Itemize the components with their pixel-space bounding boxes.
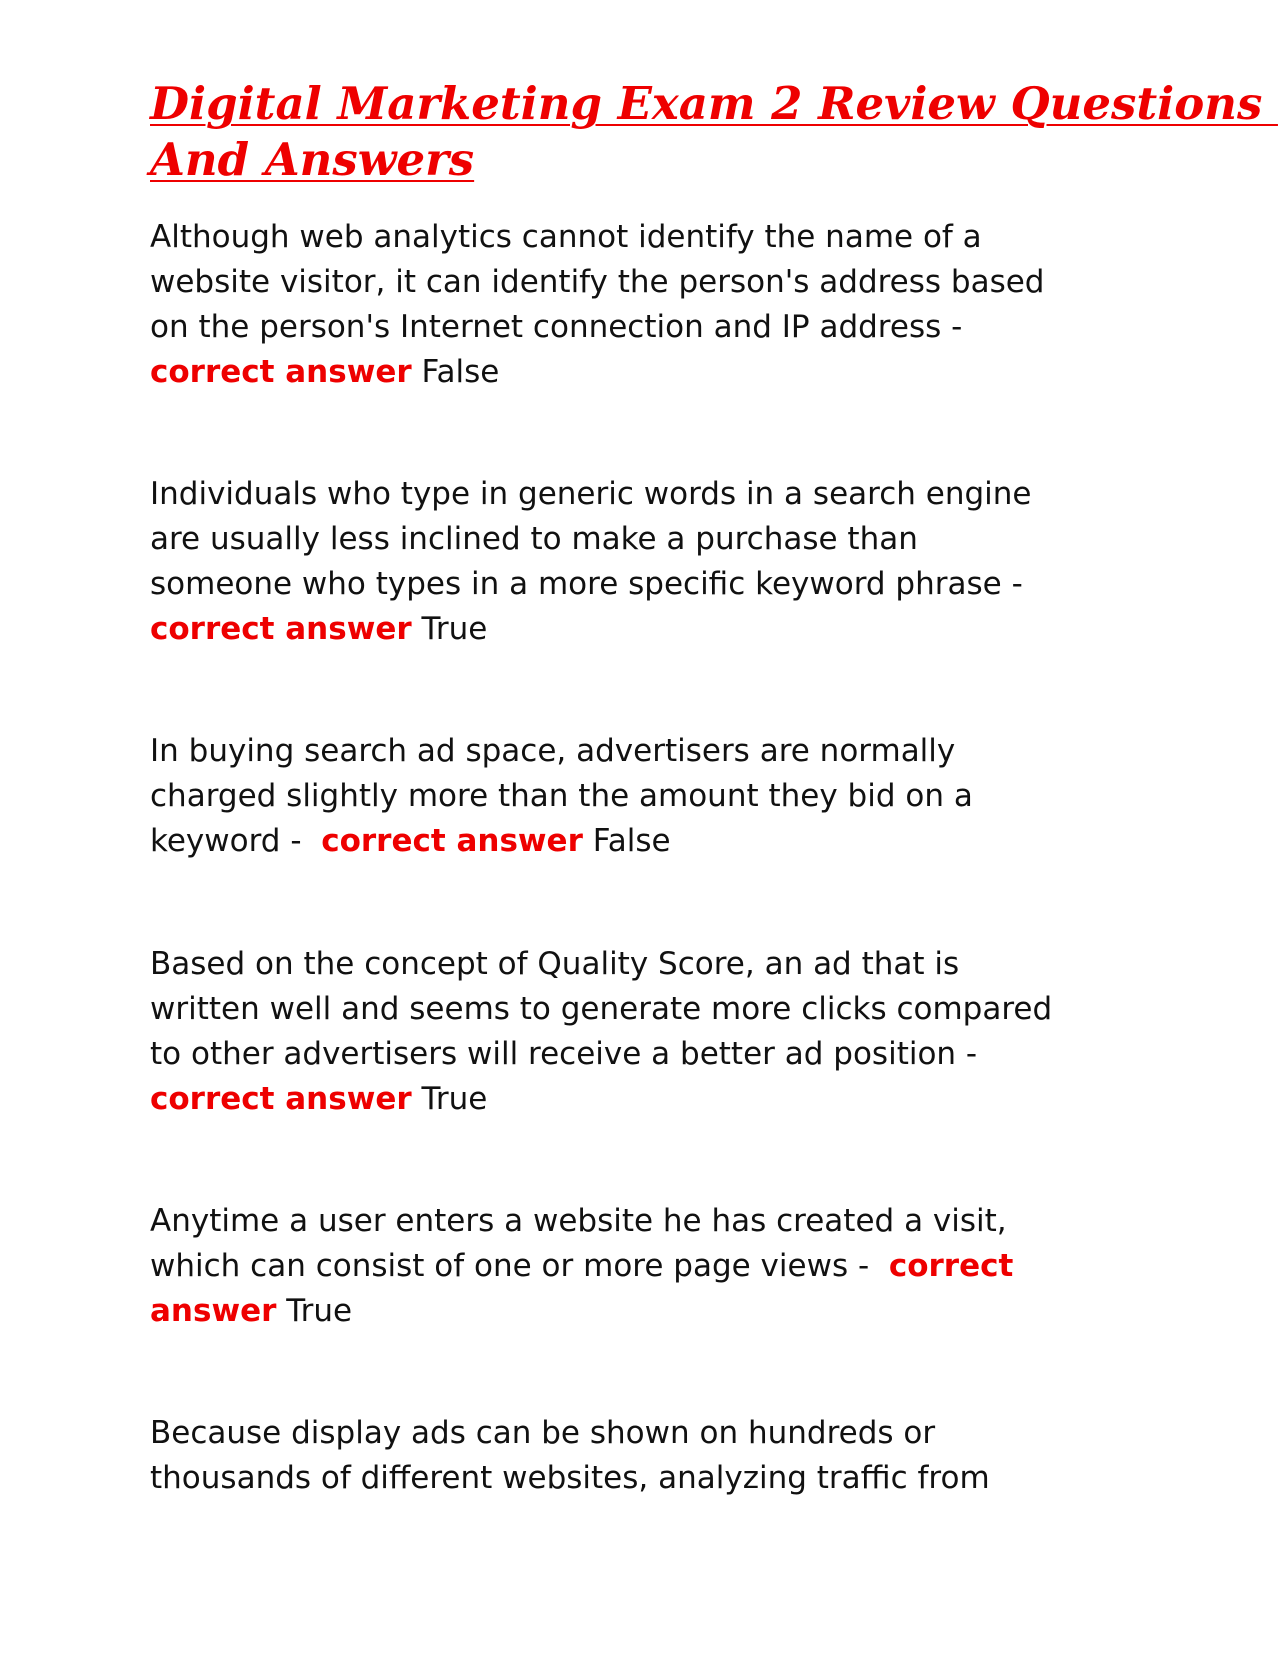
qa-item xyxy=(150,472,1150,652)
question-line-end: which can consist of one or more page views - xyxy=(150,1248,889,1284)
answer-value: False xyxy=(582,823,671,859)
correct-answer-label: answer xyxy=(150,1293,277,1329)
correct-answer-label: correct answer xyxy=(150,354,412,390)
question-line: to other advertisers will receive a better ad position - xyxy=(150,1036,978,1072)
question-line: charged slightly more than the amount they bid on a xyxy=(150,778,973,814)
question-line-end: keyword - xyxy=(150,823,322,859)
answer-line xyxy=(150,350,1150,395)
question-line xyxy=(150,1244,1150,1289)
question-line: Individuals who type in generic words in a search engine xyxy=(150,476,1032,512)
correct-answer-label: correct answer xyxy=(150,611,412,647)
answer-value: False xyxy=(411,354,500,390)
qa-item xyxy=(150,1199,1150,1334)
question-line: on the person's Internet connection and IP address - xyxy=(150,309,963,345)
question-line: Because display ads can be shown on hundreds or xyxy=(150,1415,936,1451)
question-line: Based on the concept of Quality Score, an ad that is xyxy=(150,946,960,982)
correct-answer-label: correct xyxy=(888,1248,1014,1284)
qa-item xyxy=(150,215,1150,395)
qa-item xyxy=(150,729,1150,864)
answer-line xyxy=(150,607,1150,652)
document-title xyxy=(150,76,1278,188)
question-line: website visitor, it can identify the person's address based xyxy=(150,264,1045,300)
correct-answer-label: correct answer xyxy=(321,823,583,859)
answer-value: True xyxy=(411,1081,488,1117)
question-line: someone who types in a more specific keyword phrase - xyxy=(150,566,1023,602)
question-line: thousands of different websites, analyzing traffic from xyxy=(150,1460,990,1496)
question-line: written well and seems to generate more clicks compared xyxy=(150,991,1053,1027)
qa-item xyxy=(150,942,1150,1122)
question-line: Although web analytics cannot identify the name of a xyxy=(150,219,982,255)
answer-value: True xyxy=(276,1293,353,1329)
answer-line xyxy=(150,1077,1150,1122)
question-line: are usually less inclined to make a purchase than xyxy=(150,521,918,557)
qa-item xyxy=(150,1411,1150,1501)
answer-line xyxy=(150,1289,1150,1334)
answer-value: True xyxy=(411,611,488,647)
question-line: In buying search ad space, advertisers are normally xyxy=(150,733,956,769)
correct-answer-label: correct answer xyxy=(150,1081,412,1117)
answer-line xyxy=(150,819,1150,864)
title-line: And Answers xyxy=(150,133,475,186)
title-line: Digital Marketing Exam 2 Review Questions xyxy=(150,77,1278,130)
question-line: Anytime a user enters a website he has created a visit, xyxy=(150,1203,1007,1239)
